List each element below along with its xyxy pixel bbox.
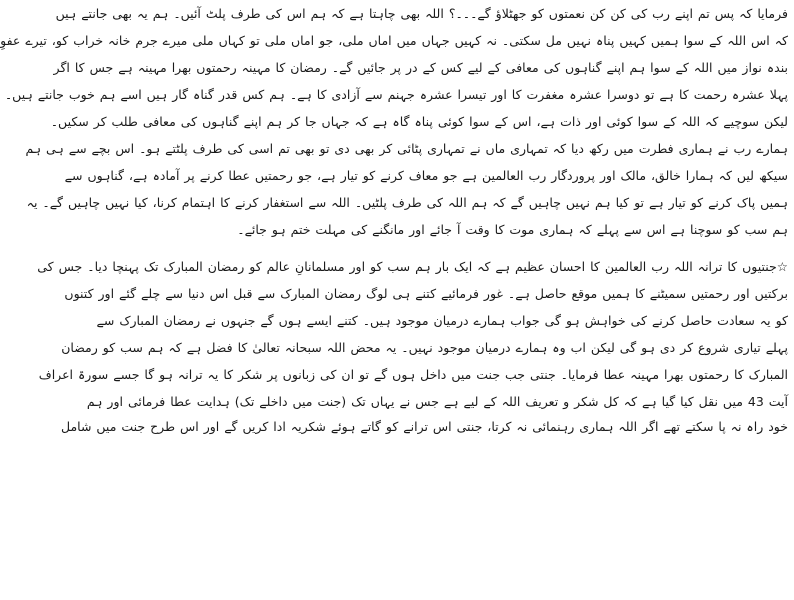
text-line: کہ اس اللہ کے سوا ہمیں کہیں پناہ نہیں مل سکتی۔ نہ کہیں جہاں میں اماں ملی، جو اماں ملی تو کہاں ملی میرے جرم خانہ خراب کو، تیرے عفوِ bbox=[0, 33, 788, 48]
text-line: بندہ نواز میں اللہ کے سوا ہم اپنے گناہوں کی معافی کے لیے کس کے در پر جائیں گے۔ رمضان کا مہینہ رحمتوں بھرا مہینہ ہے جس کا اگر bbox=[53, 60, 788, 75]
text-line: کو یہ سعادت حاصل کرنے کی خواہش ہو گی جواب ہمارے درمیان موجود ہیں۔ کتنے ایسے ہوں گے جنہوں نے رمضان المبارک سے bbox=[96, 313, 788, 328]
text-line: فرمایا کہ پس تم اپنے رب کی کن کن نعمتوں کو جھٹلاؤ گے۔۔۔؟ اللہ بھی چاہتا ہے کہ ہم اس کی طرف پلٹ آئیں۔ ہم یہ بھی جانتے ہیں bbox=[55, 6, 788, 21]
text-line: المبارک کا رحمتوں بھرا مہینہ عطا فرمایا۔ جنتی جب جنت میں داخل ہوں گے تو ان کی زبانوں پر شکر کا یہ ترانہ ہو گا جسے سورۃ اعراف bbox=[38, 367, 788, 382]
text-line: سیکھ لیں کہ ہمارا خالق، مالک اور پروردگار رب العالمین ہے جو معاف کرنے کو تیار ہے، جو رحمتیں عطا کرنے پر آمادہ ہے، گناہوں سے bbox=[64, 168, 788, 183]
text-line: پہلے تیاری شروع کر دی ہو گی لیکن اب وہ ہمارے درمیان موجود نہیں۔ یہ محض اللہ سبحانہ تعالیٰ کا فضل ہے کہ ہم سب کو رمضان bbox=[61, 340, 788, 355]
article-section-2 bbox=[37, 253, 788, 434]
article-section-1 bbox=[0, 0, 788, 243]
text-line: ہمارے رب نے ہماری فطرت میں رکھ دیا کہ تمہاری ماں نے تمہاری پٹائی کر بھی دی تو بھی تم اسی کی طرف پلٹتے ہو۔ اس بچے سے ہی ہم bbox=[25, 141, 788, 156]
text-line: پہلا عشرہ رحمت کا ہے تو دوسرا عشرہ مغفرت کا اور تیسرا عشرہ جہنم سے آزادی کا ہے۔ ہم کس قدر گناہ گار ہیں اسے ہم خوب جانتے ہیں۔ bbox=[4, 87, 788, 102]
text-line: لیکن سوچیے کہ اللہ کے سوا کوئی اور ذات ہے، اس کے سوا کوئی پناہ گاہ ہے کہ جہاں جا کر ہم اپنے گناہوں کی معافی طلب کر سکیں۔ bbox=[50, 114, 788, 129]
text-line: ☆جنتیوں کا ترانہ اللہ رب العالمین کا احسان عظیم ہے کہ ایک بار ہم سب کو اور مسلمانانِ عالم کو رمضان المبارک تک پہنچا دیا۔ جس کی bbox=[37, 259, 788, 274]
text-line: خود راہ نہ پا سکتے تھے اگر اللہ ہماری رہنمائی نہ کرتا، جنتی اس ترانے کو گاتے ہوئے شکریہ ادا کریں گے اور اس طرح جنت میں شامل bbox=[60, 419, 788, 434]
text-line: ہمیں پاک کرنے کو تیار ہے تو کیا ہم نہیں چاہیں گے کہ ہم اللہ کی طرف پلٹیں۔ اللہ سے استغفار کرنے کا اہتمام کرنا، کیا نہیں چاہیں گے۔ یہ bbox=[26, 195, 788, 210]
text-line: آیت 43 میں نقل کیا گیا ہے کہ کل شکر و تعریف اللہ کے لیے ہے جس نے یہاں تک (جنت میں داخلے تک) ہدایت عطا فرمائی اور ہم bbox=[86, 394, 788, 409]
text-line: ہم سب کو سوچنا ہے اس سے پہلے کہ ہماری موت کا وقت آ جائے اور مانگنے کی مہلت ختم ہو جائے۔ bbox=[237, 222, 788, 237]
text-line: برکتیں اور رحمتیں سمیٹنے کا ہمیں موقع حاصل ہے۔ غور فرمائیے کتنے ہی لوگ رمضان المبارک سے قبل اس دنیا سے چلے گئے اور کتنوں bbox=[64, 286, 788, 301]
